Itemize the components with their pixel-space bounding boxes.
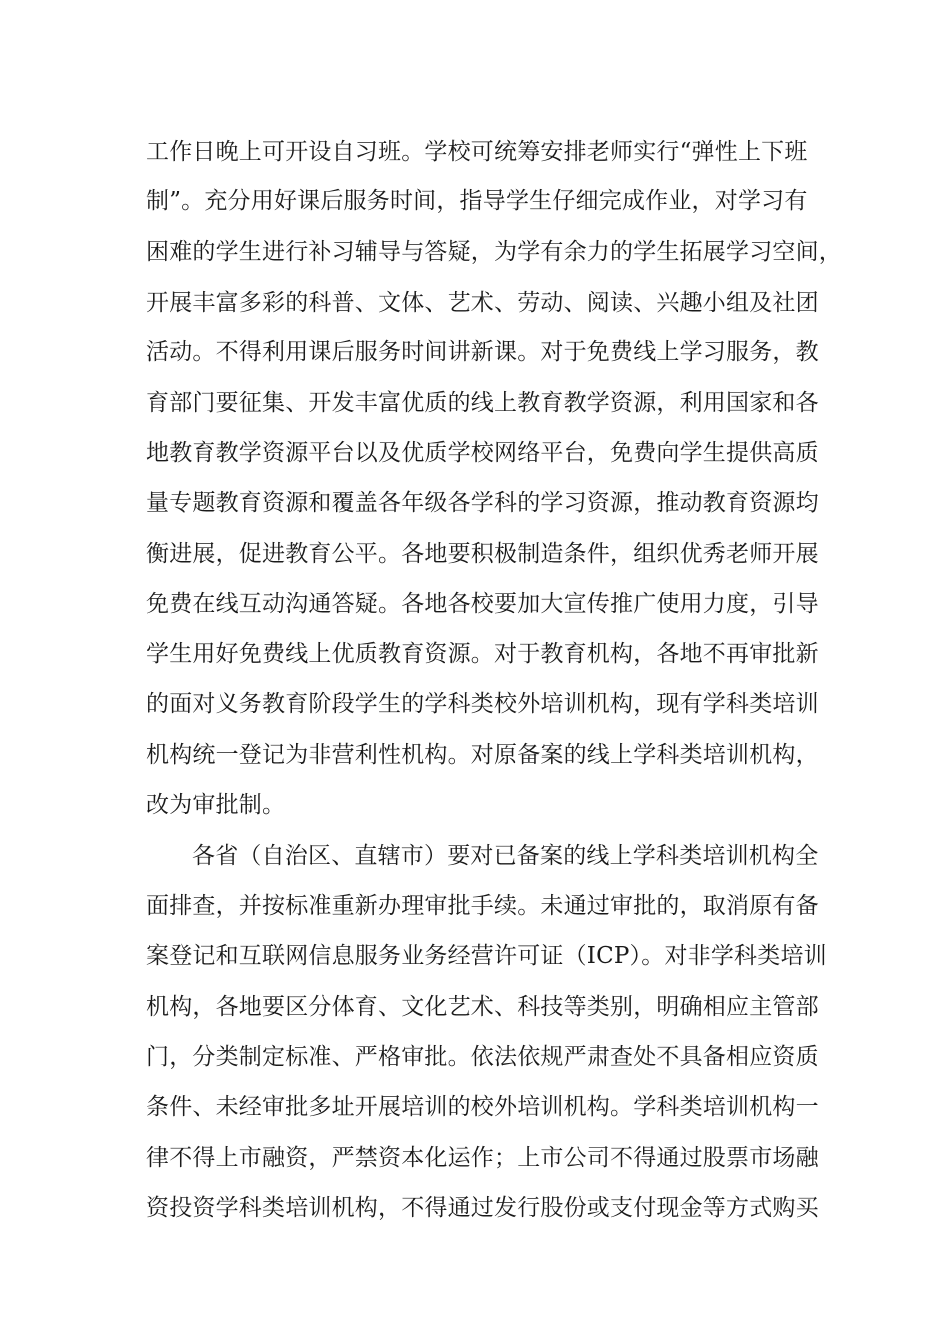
paragraph-1-line-2: 制”。充分用好课后服务时间，指导学生仔细完成作业，对学习有 (146, 188, 808, 214)
paragraph-2-line-1: 各省（自治区、直辖市）要对已备案的线上学科类培训机构全 (192, 843, 819, 869)
paragraph-1-line-6: 育部门要征集、开发丰富优质的线上教育教学资源，利用国家和各 (146, 390, 819, 416)
paragraph-1-line-14: 改为审批制。 (146, 792, 286, 818)
paragraph-2-line-3: 案登记和互联网信息服务业务经营许可证（ICP）。对非学科类培训 (146, 943, 827, 969)
paragraph-2-line-2: 面排查，并按标准重新办理审批手续。未通过审批的，取消原有备 (146, 893, 819, 919)
paragraph-2-line-4: 机构，各地要区分体育、文化艺术、科技等类别，明确相应主管部 (146, 994, 819, 1020)
paragraph-1-line-11: 学生用好免费线上优质教育资源。对于教育机构，各地不再审批新 (146, 641, 819, 667)
paragraph-1-line-3: 困难的学生进行补习辅导与答疑，为学有余力的学生拓展学习空间， (146, 239, 842, 265)
paragraph-2-line-8: 资投资学科类培训机构，不得通过发行股份或支付现金等方式购买 (146, 1195, 819, 1221)
paragraph-1-line-12: 的面对义务教育阶段学生的学科类校外培训机构，现有学科类培训 (146, 691, 819, 717)
paragraph-2-line-6: 条件、未经审批多址开展培训的校外培训机构。学科类培训机构一 (146, 1094, 819, 1120)
paragraph-1-line-9: 衡进展，促进教育公平。各地要积极制造条件，组织优秀老师开展 (146, 541, 819, 567)
paragraph-1-line-1: 工作日晚上可开设自习班。学校可统筹安排老师实行“弹性上下班 (146, 139, 808, 165)
paragraph-1-line-10: 免费在线互动沟通答疑。各地各校要加大宣传推广使用力度，引导 (146, 591, 819, 617)
paragraph-1-line-8: 量专题教育资源和覆盖各年级各学科的学习资源，推动教育资源均 (146, 490, 819, 516)
paragraph-1-line-5: 活动。不得利用课后服务时间讲新课。对于免费线上学习服务，教 (146, 339, 819, 365)
paragraph-2-line-7: 律不得上市融资，严禁资本化运作；上市公司不得通过股票市场融 (146, 1145, 819, 1171)
paragraph-1-line-4: 开展丰富多彩的科普、文体、艺术、劳动、阅读、兴趣小组及社团 (146, 290, 819, 316)
paragraph-2-line-5: 门，分类制定标准、严格审批。依法依规严肃查处不具备相应资质 (146, 1044, 819, 1070)
paragraph-1-line-7: 地教育教学资源平台以及优质学校网络平台，免费向学生提供高质 (146, 440, 819, 466)
paragraph-1-line-13: 机构统一登记为非营利性机构。对原备案的线上学科类培训机构， (146, 742, 819, 768)
